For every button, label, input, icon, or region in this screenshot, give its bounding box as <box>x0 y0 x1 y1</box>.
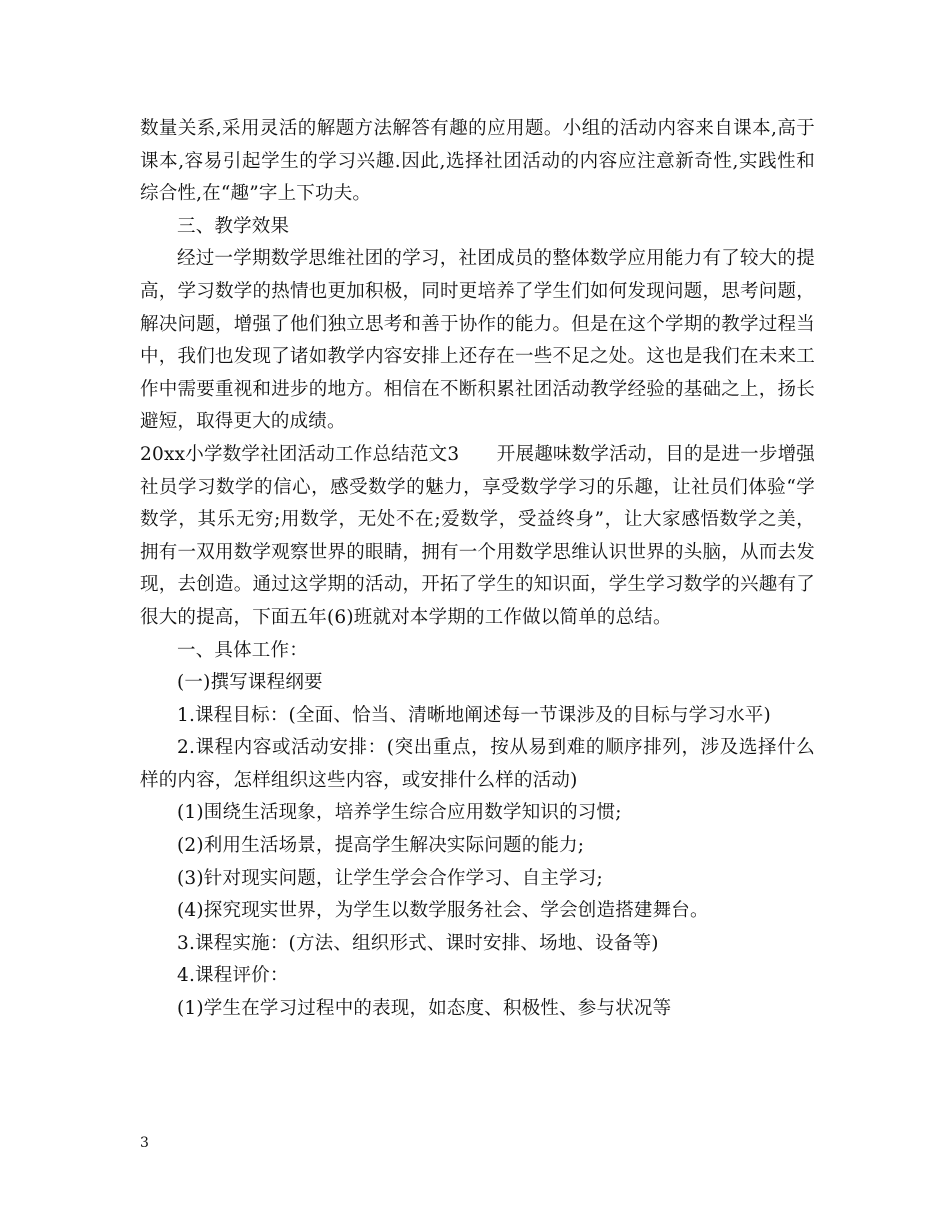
subheading-course-outline: (一)撰写课程纲要 <box>177 672 323 694</box>
list-item-course-evaluation: 4.课程评价： <box>177 965 289 987</box>
paragraph-teaching-effect: 经过一学期数学思维社团的学习，社团成员的整体数学应用能力有了较大的提高，学习数学的热情也更加积极，同时更培养了学生们如何发现问题，思考问题，解决问题，增强了他们独立思考和善于协作的能力。但是在这个学期的教学过程当中，我们也发现了诸如教学内容安排上还存在一些不足之处。这也是我们在未来工作中需要重视和进步的地方。相信在不断积累社团活动教学经验的基础之上，扬长避短，取得更大的成绩。 <box>140 248 815 433</box>
list-item-sub-1: (1)围绕生活现象，培养学生综合应用数学知识的习惯; <box>177 802 622 824</box>
page-number: 3 <box>140 1135 149 1151</box>
paragraph-sample-3-intro: 20xx小学数学社团活动工作总结范文3 开展趣味数学活动，目的是进一步增强社员学习数学的信心，感受数学的魅力，享受数学学习的乐趣，让社员们体验“学数学，其乐无穷;用数学，无处不在;爱数学，受益终身”，让大家感悟数学之美，拥有一双用数学观察世界的眼睛，拥有一个用数学思维认识世界的头脑，从而去发现，去创造。通过这学期的活动，开拓了学生的知识面，学生学习数学的兴趣有了很大的提高，下面五年(6)班就对本学期的工作做以简单的总结。 <box>140 443 815 628</box>
list-item-course-content: 2.课程内容或活动安排：(突出重点，按从易到难的顺序排列，涉及选择什么样的内容，怎样组织这些内容，或安排什么样的活动) <box>140 737 815 791</box>
list-item-sub-2: (2)利用生活场景，提高学生解决实际问题的能力; <box>177 835 585 857</box>
list-item-course-goal: 1.课程目标：(全面、恰当、清晰地阐述每一节课涉及的目标与学习水平) <box>177 704 771 726</box>
list-item-evaluation-sub-1: (1)学生在学习过程中的表现，如态度、积极性、参与状况等 <box>177 998 672 1020</box>
list-item-sub-4: (4)探究现实世界，为学生以数学服务社会、学会创造搭建舞台。 <box>177 900 709 922</box>
list-item-sub-3: (3)针对现实问题，让学生学会合作学习、自主学习; <box>177 867 603 889</box>
paragraph-continuation: 数量关系,采用灵活的解题方法解答有趣的应用题。小组的活动内容来自课本,高于课本,容易引起学生的学习兴趣.因此,选择社团活动的内容应注意新奇性,实践性和综合性,在“趣”字上下功夫。 <box>140 118 815 205</box>
section-heading-specific-work: 一、具体工作： <box>177 639 308 661</box>
document-body <box>140 113 815 1026</box>
section-heading-teaching-effect: 三、教学效果 <box>177 215 290 237</box>
list-item-course-implementation: 3.课程实施：(方法、组织形式、课时安排、场地、设备等) <box>177 932 659 954</box>
